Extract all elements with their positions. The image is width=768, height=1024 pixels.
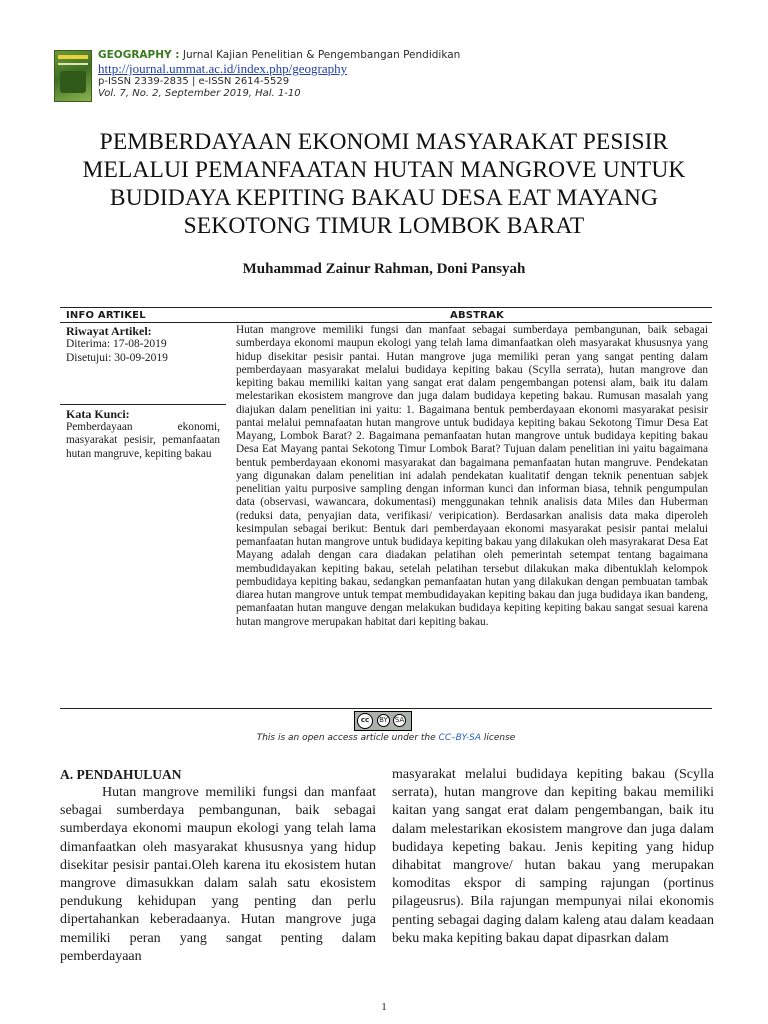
article-info-column — [60, 322, 226, 708]
keywords-label: Kata Kunci: — [66, 407, 130, 421]
journal-title-line — [98, 48, 460, 62]
page-number: 1 — [381, 1001, 387, 1013]
article-authors: Muhammad Zainur Rahman, Doni Pansyah — [242, 261, 526, 277]
license-prefix: This is an open access article under the — [256, 733, 439, 743]
license-link[interactable]: CC–BY-SA — [438, 733, 482, 743]
abstract-heading: ABSTRAK — [450, 310, 504, 321]
journal-url-link[interactable]: http://journal.ummat.ac.id/index.php/geography — [98, 61, 348, 76]
license-block — [60, 711, 712, 747]
journal-name: GEOGRAPHY : — [98, 49, 180, 61]
article-history — [60, 322, 226, 404]
journal-cover-thumbnail — [54, 50, 92, 102]
journal-issn: p-ISSN 2339-2835 | e-ISSN 2614-5529 — [98, 76, 290, 87]
body-column-left — [60, 766, 376, 966]
license-suffix: license — [481, 733, 516, 743]
cc-by-sa-badge-icon[interactable] — [354, 711, 412, 731]
share-alike-icon: SA — [393, 714, 406, 727]
section-heading-pendahuluan: A. PENDAHULUAN — [60, 767, 182, 782]
history-label: Riwayat Artikel: — [66, 324, 152, 338]
cover-image — [60, 71, 86, 93]
journal-volume: Vol. 7, No. 2, September 2019, Hal. 1-10 — [98, 88, 301, 99]
article-title: PEMBERDAYAAN EKONOMI MASYARAKAT PESISIR MELALUI PEMANFAATAN HUTAN MANGROVE UNTUK BUDIDAYA KEPITING BAKAU DESA EAT MAYANG SEKOTONG TIMUR LOMBOK BARAT — [82, 129, 686, 239]
journal-header — [54, 48, 714, 106]
journal-header-lines — [98, 48, 460, 100]
journal-subtitle: Jurnal Kajian Penelitian & Pengembangan Pendidikan — [182, 49, 461, 61]
received-date: Diterima: 17-08-2019 — [66, 338, 167, 350]
cc-icon: cc — [357, 713, 373, 729]
keywords-text: Pemberdayaan ekonomi, masyarakat pesisir, pemanfaatan hutan mangruve, kepiting bakau — [66, 421, 220, 460]
article-info-box — [60, 307, 712, 709]
abstract-text: Hutan mangrove memiliki fungsi dan manfaat sebagai sumberdaya pembangunan, baik sebagai sumberdaya ekonomi maupun ekologi yang telah lama dimanfaatkan oleh masyarakat khususnya yang hidup disekitar pesisir pantai. Hutan mangrove juga memiliki peran yang sangat penting dalam pemberdayaan masyarakat melalui budidaya kepiting bakau (Scylla serrata), hutan mangrove dan kepiting bakau memiliki kaitan yang sangat erat dalam pengembangan potensi alam, baik itu dalam melestarikan ekosistem mangrove dan juga dalam budidaya kepeting bakau. Rumusan masalah yang diajukan dalam penelitian ini yaitu: 1. Bagaimana bentuk pemberdayaan ekonomi masyarakat pesisir pantai melalui pemnafaatan hutan mangrove untuk budidaya kepiting bakau Sekotong Timur Desa Eat Mayang, Lombok Barat? 2. Bagaimana pemanfaatan hutan mangrove untuk budidaya kepiting bakau Desa Eat Mayang pantai Sekotong Timur Lombok Barat? Tujuan dalam penelitian ini yaitu bagaimana bentuk pemberdayaan ekonomi masyarakat dan bagaimana pemanfaatan hutan mangruve. Pendekatan yang digunakan dalam penelitian ini adalah pendekatan kualitatif dengan teknik penentuan sabjek penelitian yaitu purposive sampling dengan informan kunci dan informan biasa, tehnik pengumpulan data (observasi, wawancara, dokumentasi) menggunakan tehnik analisis data Miles dan Huberman (reduksi data, penyajian data, verifikasi/ veripication). Berdasarkan analisis data maka diperoleh kesimpulan sebagai berikut: Bentuk dari pemberdayaan ekonomi masyarakat pesisir pantai melalui pemanfaatan hutan mangrove untuk budidaya kepiting bakau yang dilakukan oleh masyrakarat Desa Eat Mayang adalah dengan cara diadakan pelatihan oleh pemerintah setempat tentang bagaimana membudidayakan kepiting bakau, setelah pelatihan tersebut dilakukan maka dibentuklah kelompok pembudidaya kepiting bakau, sedangkan pemanfaatan hutan yang dilakukan dengan pembuatan tambak diarea hutan mangrove untuk tempat membudidayakan kepiting bakau dan juga budidaya ikan bandeng, pemanfaatan hutan manguve dengan melakukan budidaya kepiting kepiting bakau sangat sesuai karena hutan mangrove merupakan habitat dari kepiting bakau. — [236, 324, 708, 628]
info-artikel-heading: INFO ARTIKEL — [66, 310, 146, 321]
cover-band — [58, 63, 88, 65]
body-paragraph-right: masyarakat melalui budidaya kepiting bakau (Scylla serrata), hutan mangrove dan kepiting bakau memiliki kaitan yang sangat erat dalam pengembangan, baik itu dalam melestarikan ekosistem mangrove dan juga dalam budidaya kepeting bakau. Jenis kepiting yang hidup dihabitat mangrove/ hutan bakau yang merupakan komoditas ekspor di samping rajungan (portinus pilageusrus). Bila rajungan mempunyai nilai ekonomis penting sebagai daging dalam kaleng atau dalam keadaan beku maka kepiting bakau dapat dipasrkan dalam — [392, 767, 714, 946]
info-box-top-rule — [60, 307, 712, 308]
accepted-date: Disetujui: 30-09-2019 — [66, 352, 168, 364]
keywords-block — [60, 404, 226, 709]
attribution-icon: BY — [377, 714, 390, 727]
cover-title-bar — [58, 55, 88, 59]
license-statement — [60, 732, 712, 744]
info-box-bottom-rule — [60, 708, 712, 709]
body-column-right — [392, 766, 714, 948]
body-paragraph-left: Hutan mangrove memiliki fungsi dan manfaat sebagai sumberdaya pembangunan, baik sebagai sumberdaya ekonomi maupun ekologi yang telah lama dimanfaatkan oleh masyarakat khususnya yang hidup disekitar pesisir pantai.Oleh karena itu ekosistem hutan mangrove dimasukkan dalam salah satu ekosistem pendukung kehidupan yang penting dan perlu dipertahankan keberadaanya. Hutan mangrove juga memiliki peran yang sangat penting dalam pemberdayaan — [60, 785, 376, 964]
